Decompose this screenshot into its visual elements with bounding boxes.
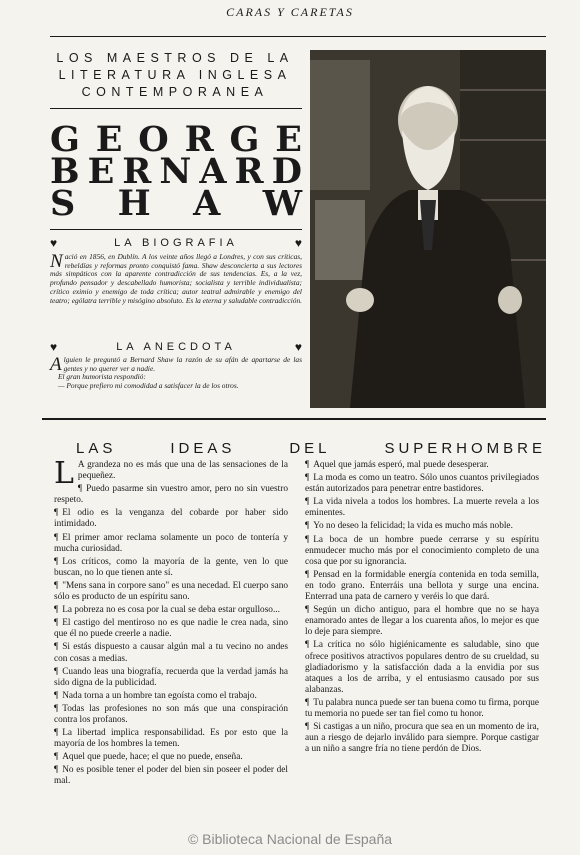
idea-text: A grandeza no es más que una de las sensaciones de la pequeñez.	[77, 460, 288, 482]
idea-paragraph	[305, 570, 539, 603]
section-rule	[42, 418, 546, 420]
biography-text	[50, 253, 302, 305]
idea-text: Nada torna a un hombre tan egoísta como el trabajo.	[62, 690, 257, 701]
idea-paragraph	[54, 581, 288, 603]
name-rule	[50, 229, 302, 230]
idea-text: La pobreza no es cosa por la cual se deba estar orgulloso...	[62, 605, 280, 616]
idea-text: La moda es como un teatro. Sólo unos cuantos privilegiados están autorizados para penetrar entre bastidores.	[305, 473, 539, 495]
idea-text: Pensad en la formidable energía contenida en toda semilla, en todo grano. Enterráis una bellota y surge una encina. Enterrad una pata de carnero y veréis lo que dará.	[305, 569, 539, 603]
ideas-title-word: IDEAS	[170, 440, 236, 457]
pilcrow-icon: ¶	[54, 580, 59, 591]
ideas-dropcap: L	[54, 456, 74, 491]
masthead: CARAS Y CARETAS	[226, 5, 354, 19]
idea-paragraph	[54, 765, 288, 787]
idea-paragraph	[305, 473, 539, 495]
pilcrow-icon: ¶	[54, 642, 59, 653]
pilcrow-icon: ¶	[54, 556, 59, 567]
pilcrow-icon: ¶	[305, 534, 310, 545]
idea-paragraph	[305, 521, 539, 532]
ideas-title	[76, 440, 546, 457]
name-letter: A	[199, 151, 227, 192]
anecdote-heading: LA ANECDOTA	[116, 341, 236, 353]
name-letter: R	[184, 119, 214, 160]
idea-text: "Mens sana in corpore sano" es una necedad. El cuerpo sano sólo es producto de un espíritu sano.	[54, 580, 288, 603]
pilcrow-icon: ¶	[305, 497, 310, 508]
idea-text: La crítica no sólo higiénicamente es saludable, sino que ofrece positivos atractivos populares dentro de su crueldad, su gladiadorismo y la satisfacción dada a la envidia por sus ataques a los de arriba, y el entusiasmo causado por sus alabanzas.	[305, 640, 539, 695]
pilcrow-icon: ¶	[305, 460, 310, 470]
ideas-title-word: LAS	[76, 440, 117, 457]
idea-paragraph	[54, 752, 288, 763]
idea-paragraph	[54, 508, 288, 530]
name-letter: B	[50, 151, 80, 192]
idea-paragraph	[305, 640, 539, 695]
name-letter: G	[50, 119, 80, 160]
idea-paragraph	[305, 605, 539, 638]
idea-text: Aquel que jamás esperó, mal puede desesperar.	[313, 460, 489, 470]
top-rule	[50, 36, 546, 37]
idea-text: La libertad implica responsabilidad. Es por esto que la mayoría de los hombres la temen.	[54, 728, 288, 750]
pilcrow-icon: ¶	[54, 666, 59, 677]
idea-text: No es posible tener el poder del bien sin poseer el poder del mal.	[54, 765, 288, 787]
idea-text: Según un dicho antiguo, para el hombre que no se haya enamorado antes de llegar a los cuarenta años, lo mejor es que lo deje para siempre.	[305, 605, 539, 638]
idea-text: Aquel que puede, hace; el que no puede, enseña.	[62, 752, 243, 763]
idea-text: Los críticos, como la mayoría de la gente, ven lo que buscan, no lo que tienen ante sí.	[54, 556, 288, 578]
idea-text: Tu palabra nunca puede ser tan buena como tu firma, porque tu memoria no puede ser tan fiel como tu honor.	[305, 697, 539, 719]
anecdote-line: — Porque prefiero mi comodidad a satisfacer la de los otros.	[58, 381, 239, 391]
idea-paragraph	[54, 642, 288, 664]
name-letter: W	[262, 183, 302, 224]
idea-paragraph	[54, 557, 288, 579]
kicker-line: CONTEMPORANEA	[81, 85, 269, 99]
heart-ornament-icon: ♥	[50, 236, 58, 250]
anecdote-line: El gran humorista respondió:	[58, 372, 146, 382]
name-letter: S	[50, 183, 76, 224]
pilcrow-icon: ¶	[305, 605, 310, 616]
pilcrow-icon: ¶	[54, 690, 59, 701]
idea-paragraph	[54, 728, 288, 750]
ideas-left-column	[54, 456, 288, 790]
idea-paragraph	[305, 497, 539, 519]
idea-paragraph	[305, 722, 539, 755]
anecdote-text	[50, 356, 302, 391]
series-kicker	[50, 50, 300, 101]
ideas-right-column	[305, 460, 539, 757]
idea-paragraph	[54, 484, 288, 506]
heart-ornament-icon: ♥	[50, 340, 58, 354]
idea-text: Si estás dispuesto a causar algún mal a tu vecino no andes con cosas a medias.	[54, 642, 288, 664]
idea-text: El odio es la venganza del cobarde por haber sido intimidado.	[54, 508, 288, 530]
name-letter: O	[138, 119, 169, 160]
pilcrow-icon: ¶	[305, 640, 310, 651]
name-letter: E	[275, 119, 302, 160]
idea-paragraph	[305, 460, 539, 471]
name-letter: N	[159, 151, 192, 192]
pilcrow-icon: ¶	[54, 752, 59, 763]
pilcrow-icon: ¶	[54, 605, 59, 616]
idea-text: Si castigas a un niño, procura que sea en un momento de ira, aun a riesgo de dejarlo inválido para siempre. Porque castigar a un niño a sangre fría no tiene perdón de Dios.	[305, 722, 539, 755]
idea-paragraph	[54, 605, 288, 616]
anecdote-line: lguien le preguntó a Bernard Shaw la razón de su afán de apartarse de las gentes y no querer ver a nadie.	[63, 355, 302, 373]
idea-paragraph	[305, 535, 539, 568]
biography-dropcap: N	[50, 251, 63, 272]
pilcrow-icon: ¶	[305, 521, 310, 532]
idea-paragraph	[305, 698, 539, 720]
name-row-shaw	[50, 183, 302, 224]
pilcrow-icon: ¶	[305, 722, 310, 733]
name-letter: R	[122, 151, 152, 192]
pilcrow-icon: ¶	[305, 473, 310, 484]
pilcrow-icon: ¶	[54, 728, 59, 739]
pilcrow-icon: ¶	[54, 532, 59, 543]
pilcrow-icon: ¶	[305, 569, 310, 580]
kicker-line: LITERATURA INGLESA	[58, 68, 292, 82]
idea-text: Yo no deseo la felicidad; la vida es mucho más noble.	[313, 521, 513, 532]
heart-ornament-icon: ♥	[294, 236, 302, 250]
pilcrow-icon: ¶	[54, 508, 59, 519]
name-letter: H	[117, 183, 151, 224]
name-letter: D	[271, 151, 302, 192]
kicker-rule	[50, 108, 302, 109]
idea-paragraph	[54, 704, 288, 726]
idea-text: El castigo del mentiroso no es que nadie le crea nada, sino que él no puede creerle a nadie.	[54, 618, 288, 640]
biography-body: ació en 1856, en Dublín. A los veinte años llegó a Londres, y con sus críticas, rebeldías y reformas pronto conquistó fama. Shaw desconcierta a sus lectores más simpáticos con la aparente contradicción de sus tendencias. Es, a la vez, profundo pensador y descabellado humorista; socialista y terrible individualista; crítico eximio y enemigo de toda crítica; autor teatral admirable y enemigo del teatro; ególatra terrible y misógino absoluto. Es la eterna y saludable contradicción.	[50, 252, 303, 305]
pilcrow-icon: ¶	[54, 765, 59, 776]
anecdote-heading-row	[50, 340, 302, 354]
biography-heading: LA BIOGRAFIA	[114, 237, 238, 249]
pilcrow-icon: ¶	[54, 618, 59, 629]
portrait-illustration	[310, 50, 546, 408]
name-letter: E	[95, 119, 123, 160]
anecdote-dropcap: A	[50, 354, 62, 375]
name-letter: A	[193, 183, 221, 224]
idea-text: La boca de un hombre puede cerrarse y su espíritu enmudecer mucho más por el conocimiento completo de una cosa que por su ignorancia.	[305, 534, 539, 567]
idea-text: Puedo pasarme sin vuestro amor, pero no sin vuestro respeto.	[54, 484, 288, 506]
pilcrow-icon: ¶	[305, 697, 310, 708]
idea-text: Todas las profesiones no son más que una conspiración contra los profanos.	[54, 703, 288, 725]
heart-ornament-icon: ♥	[294, 340, 302, 354]
kicker-line: LOS MAESTROS DE LA	[56, 51, 294, 65]
pilcrow-icon: ¶	[77, 484, 83, 495]
idea-paragraph	[54, 667, 288, 689]
name-letter: G	[229, 119, 260, 160]
idea-text: La vida nivela a todos los hombres. La muerte revela a los eminentes.	[305, 497, 539, 519]
idea-text: El primer amor reclama solamente un poco de tontería y mucha curiosidad.	[54, 532, 288, 554]
biography-heading-row	[50, 236, 302, 250]
idea-text: Cuando leas una biografía, recuerda que la verdad jamás ha sido digna de la publicidad.	[54, 666, 288, 688]
name-letter: E	[87, 151, 115, 192]
portrait-photo	[310, 50, 546, 408]
name-letter: R	[234, 151, 264, 192]
idea-paragraph	[54, 691, 288, 702]
pilcrow-icon: ¶	[54, 703, 59, 714]
footer-credit: © Biblioteca Nacional de España	[187, 831, 393, 847]
idea-paragraph	[54, 618, 288, 640]
ideas-title-word: SUPERHOMBRE	[384, 440, 546, 457]
idea-paragraph	[54, 533, 288, 555]
ideas-title-word: DEL	[289, 440, 331, 457]
